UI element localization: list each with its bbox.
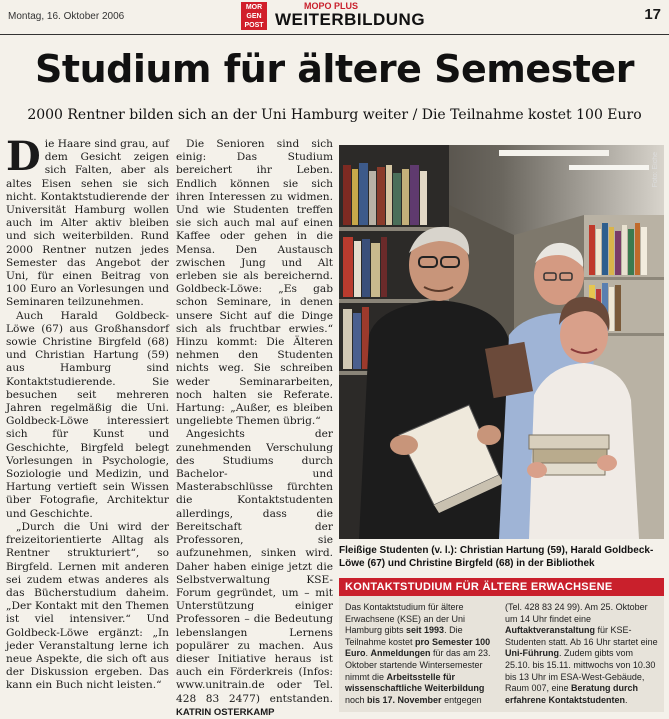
section-kicker: MOPO PLUS bbox=[304, 1, 359, 11]
photo-credit: Foto: Eiche bbox=[652, 152, 659, 188]
article-column-2 bbox=[176, 138, 333, 719]
library-photo bbox=[339, 145, 664, 539]
paragraph: Die Haare sind grau, auf dem Gesicht zeigen sich Falten, aber als altes Eisen sehen sie sich nicht. Kontaktstudierende der Universität Hamburg wollen auch im Alter aktiv bleiben und sich weiterbilden. Rund 2000 Rentner nutzen jedes Semester das Angebot der Uni, für einen Beitrag von 100 Euro an Vorlesungen und Seminaren teilzunehmen. bbox=[6, 133, 169, 309]
photo-caption: Fleißige Studenten (v. l.): Christian Hartung (59), Harald Goldbeck-Löwe (67) und Christine Birgfeld (68) in der Bibliothek bbox=[339, 545, 654, 569]
article-subhead: 2000 Rentner bilden sich an der Uni Hamburg weiter / Die Teilnahme kostet 100 Euro bbox=[27, 107, 642, 123]
page-number: 17 bbox=[644, 6, 661, 23]
paragraph: Angesichts der zunehmenden Verschulung des Studiums durch Bachelor- und Masterabschlüsse fürchten die Kontaktstudenten allerdings, dass die Bereitschaft der Professoren, sie aufzunehmen, sinken wird. Daher haben einige jetzt die Selbstverwaltung KSE-Forum gegründet, um – mit Unterstützung einiger Professoren – die Bedeutung lebenslangen Lernens populärer zu machen. Aus dieser Initiative heraus ist auch ein Förderkreis (Infos: www.unitrain.de oder Tel. 428 83 2477) entstanden. KATRIN OSTERKAMP bbox=[176, 428, 333, 718]
info-box bbox=[339, 578, 664, 712]
section-title: WEITERBILDUNG bbox=[275, 10, 426, 29]
article-column-1 bbox=[6, 133, 169, 693]
author-byline: KATRIN OSTERKAMP bbox=[176, 706, 275, 718]
article-headline: Studium für ältere Semester bbox=[35, 47, 634, 91]
page-header bbox=[0, 0, 669, 35]
info-box-column-2: (Tel. 428 83 24 99). Am 25. Oktober um 14 Uhr findet eine Auftaktveranstaltung für KSE-Studenten statt. Ab 16 Uhr startet eine Uni-Führung. Zudem gibts vom 25.10. bis 15.11. mittwochs von 10.30 bis 13 Uhr im ESA-West-Gebäude, Raum 007, eine Beratung durch erfahrene Kontaktstudenten. bbox=[505, 602, 658, 705]
issue-date: Montag, 16. Oktober 2006 bbox=[8, 11, 125, 22]
drop-cap: D bbox=[6, 133, 41, 180]
info-box-title: KONTAKTSTUDIUM FÜR ÄLTERE ERWACHSENE bbox=[339, 578, 664, 596]
info-box-column-1: Das Kontaktstudium für ältere Erwachsene (KSE) an der Uni Hamburg gibts seit 1993. Die Teilnahme kostet pro Semester 100 Euro. Anmeldungen für das am 23. Oktober startende Wintersemester nimmt die Arbeitsstelle für wissenschaftliche Weiterbildung noch bis 17. November entgegen bbox=[345, 602, 491, 705]
photo-illustration bbox=[339, 145, 664, 539]
paragraph: „Durch die Uni wird der freizeitorientierte Alltag als Rentner strukturiert“, so Birgfeld. Lernen mit anderen sei zudem etwas anderes als das Bücherstudium daheim. „Der Kontakt mit den Themen ist viel intensiver.“ Und Goldbeck-Löwe ergänzt: „In jeder Veranstaltung lerne ich neue Aspekte, die sich oft aus der Diskussion ergeben. Das kann ein Buch nicht leisten.“ bbox=[6, 520, 169, 692]
paragraph: Auch Harald Goldbeck-Löwe (67) aus Großhansdorf sowie Christine Birgfeld (68) und Christian Hartung (59) aus Hamburg sind Kontaktstudierende. Sie besuchen seit mehreren Jahren regelmäßig die Uni. Goldbeck-Löwe interessiert sich für Kunst und Geschichte, Birgfeld belegt Vorlesungen in Psychologie, Soziologie und Medizin, und Hartung vertieft sein Wissen über Fotografie, Architektur und Geschichte. bbox=[6, 309, 169, 520]
paragraph: Die Senioren sind sich einig: Das Studium bereichert ihr Leben. Endlich können sie sich ihren Interessen zu widmen. Und wie Studenten treffen sie sich auch mal auf einen Kaffee oder gehen in die Mensa. Den Austausch zwischen Jung und Alt erleben sie als bereichernd. Goldbeck-Löwe: „Es gab schon Seminare, in denen unsere Sicht auf die Dinge sich als fruchtbar erwies.“ Hinzu kommt: Die Älteren nehmen den Studenten nichts weg. Sie schreiben weder Seminararbeiten, noch halten sie Referate. Hartung: „Außer, es bleiben ungeliebte Themen übrig.“ bbox=[176, 138, 333, 428]
morgenpost-logo: MOR GEN POST bbox=[241, 2, 267, 30]
